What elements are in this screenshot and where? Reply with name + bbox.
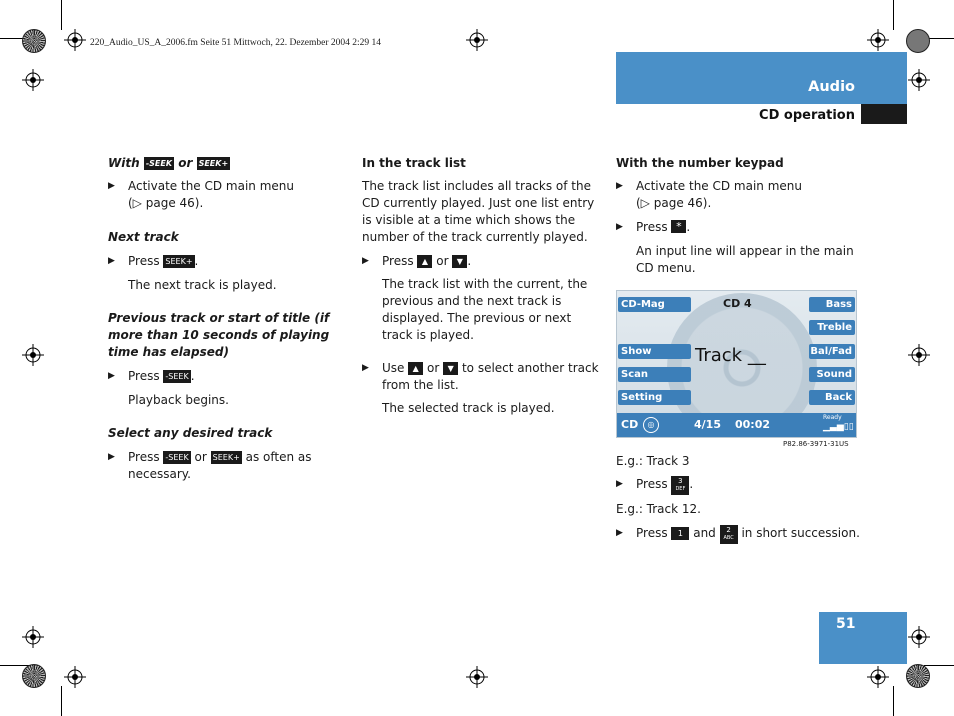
registration-mark-icon	[64, 29, 86, 51]
color-bar-rosette-icon	[906, 664, 930, 688]
heading-number-keypad: With the number keypad	[616, 156, 784, 170]
registration-mark-icon	[908, 344, 930, 366]
up-arrow-key-icon: ▲	[408, 362, 423, 375]
list-item: ▶ Press SEEK+ .	[108, 254, 199, 268]
registration-mark-icon	[867, 29, 889, 51]
list-item: ▶ Use ▲ or ▼ to select another track from the list.	[362, 361, 599, 392]
heading-track-list: In the track list	[362, 156, 466, 170]
section-marker	[861, 104, 907, 124]
seek-minus-key-icon: -SEEK	[145, 159, 173, 168]
registration-mark-icon	[22, 626, 44, 648]
registration-mark-icon	[466, 666, 488, 688]
screen-button-setting: Setting	[618, 390, 691, 405]
figure-reference: P82.86-3971-31US	[783, 440, 849, 448]
list-item: ▶ Press 3 DEF .	[616, 476, 861, 495]
list-item: ▶ Press 1 and 2 ABC in short succession.	[616, 525, 861, 544]
list-item: ▶ Press * .	[616, 220, 691, 234]
page-number-tab	[819, 612, 907, 664]
heading-previous-track: Previous track or start of title (if more than 10 seconds of playing time has elapsed)	[108, 311, 330, 359]
column-3-examples	[616, 453, 861, 544]
section-subheader	[616, 104, 907, 126]
screen-cd-number: CD 4	[723, 297, 752, 310]
example-track-3: E.g.: Track 3	[616, 454, 690, 468]
screen-button-bass: Bass	[809, 297, 855, 312]
section-tab	[616, 52, 907, 104]
screen-track-count: 4/15	[694, 418, 721, 431]
screen-button-scan: Scan	[618, 367, 691, 382]
crop-mark	[61, 0, 62, 30]
crop-mark	[893, 686, 894, 716]
screen-button-show: Show	[618, 344, 691, 359]
bullet-arrow-icon: ▶	[616, 479, 623, 489]
down-arrow-key-icon: ▼	[452, 255, 467, 268]
disc-icon: ◎	[643, 417, 659, 433]
example-track-12: E.g.: Track 12.	[616, 502, 701, 516]
result-text: The next track is played.	[128, 278, 277, 292]
screen-button-bal-fad: Bal/Fad	[809, 344, 855, 359]
screen-play-time: 00:02	[735, 418, 771, 431]
list-item: ▶ Activate the CD main menu (▷ page 46).	[108, 179, 295, 210]
list-item: ▶ Activate the CD main menu (▷ page 46).	[616, 179, 803, 210]
bullet-arrow-icon: ▶	[616, 222, 623, 232]
print-slug: 220_Audio_US_A_2006.fm Seite 51 Mittwoch, 22. Dezember 2004 2:29 14	[90, 38, 382, 48]
column-2	[362, 155, 602, 417]
result-text: The selected track is played.	[382, 401, 555, 415]
screen-track-input: Track __	[695, 345, 766, 366]
bullet-arrow-icon: ▶	[616, 528, 623, 538]
key-3-icon: 3 DEF	[671, 476, 689, 495]
key-2-icon: 2 ABC	[720, 525, 738, 544]
screen-button-back: Back	[809, 390, 855, 405]
cd-display-screenshot	[616, 290, 857, 438]
seek-plus-key-icon: SEEK+	[198, 159, 229, 168]
section-subtitle: CD operation	[759, 108, 855, 123]
seek-minus-key-icon: -SEEK	[165, 453, 189, 462]
star-key-icon: *	[671, 220, 686, 233]
section-title: Audio	[808, 79, 855, 95]
result-text: The track list with the current, the previous and the next track is displayed. The previous or next track is played.	[382, 277, 588, 342]
seek-minus-key-icon: -SEEK	[165, 372, 189, 381]
registration-mark-icon	[867, 666, 889, 688]
column-1	[108, 155, 348, 483]
seek-plus-key-icon: SEEK+	[212, 453, 240, 462]
list-item: ▶ Press ▲ or ▼ .	[362, 254, 472, 268]
down-arrow-key-icon: ▼	[443, 362, 458, 375]
registration-mark-icon	[64, 666, 86, 688]
crop-mark	[924, 665, 954, 666]
key-1-icon: 1	[671, 527, 689, 540]
signal-strength-icon: ▁▃▅▯▯	[823, 422, 854, 432]
column-3	[616, 155, 861, 277]
bullet-arrow-icon: ▶	[362, 363, 369, 373]
screen-button-treble: Treble	[809, 320, 855, 335]
screen-cd-label: CD	[621, 418, 639, 431]
screen-status-bar	[617, 413, 856, 437]
crop-mark	[893, 0, 894, 30]
screen-ready-label: Ready	[823, 414, 842, 421]
seek-plus-key-icon: SEEK+	[165, 257, 193, 266]
bullet-arrow-icon: ▶	[108, 452, 115, 462]
registration-mark-icon	[22, 344, 44, 366]
color-bar-rosette-icon	[22, 664, 46, 688]
registration-mark-icon	[466, 29, 488, 51]
up-arrow-key-icon: ▲	[417, 255, 432, 268]
result-text: Playback begins.	[128, 393, 229, 407]
screen-button-sound: Sound	[809, 367, 855, 382]
bullet-arrow-icon: ▶	[616, 181, 623, 191]
heading-with-seek: With -SEEK or SEEK+	[108, 156, 229, 170]
registration-mark-icon	[22, 69, 44, 91]
screen-button-cd-mag: CD-Mag	[618, 297, 691, 312]
list-item: ▶ Press -SEEK or SEEK+ as often as necessary.	[108, 450, 312, 481]
paragraph-intro: The track list includes all tracks of the CD currently played. Just one list entry is visible at a time which shows the number of the track currently played.	[362, 179, 595, 244]
bullet-arrow-icon: ▶	[108, 181, 115, 191]
color-bar-rosette-icon	[22, 29, 46, 53]
color-bar-rosette-icon	[906, 29, 930, 53]
bullet-arrow-icon: ▶	[108, 371, 115, 381]
heading-next-track: Next track	[108, 230, 179, 244]
list-item: ▶ Press -SEEK .	[108, 369, 195, 383]
bullet-arrow-icon: ▶	[108, 256, 115, 266]
page-number: 51	[836, 616, 856, 632]
heading-select-track: Select any desired track	[108, 426, 273, 440]
result-text: An input line will appear in the main CD menu.	[636, 244, 854, 275]
crop-mark	[61, 686, 62, 716]
registration-mark-icon	[908, 626, 930, 648]
bullet-arrow-icon: ▶	[362, 256, 369, 266]
registration-mark-icon	[908, 69, 930, 91]
